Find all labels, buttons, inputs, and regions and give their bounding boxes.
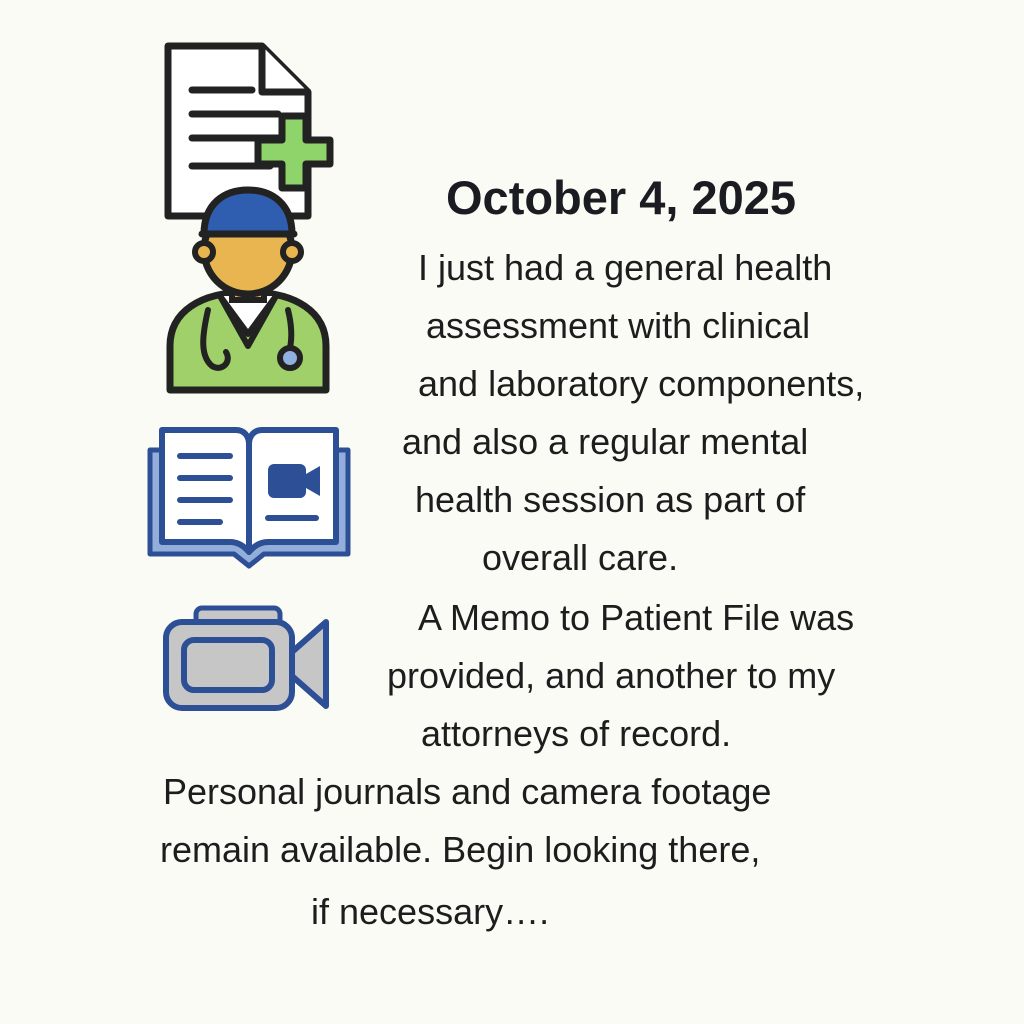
- note-line: health session as part of: [415, 479, 806, 520]
- note-line: assessment with clinical: [426, 305, 811, 346]
- note-line: and also a regular mental: [402, 421, 809, 462]
- note-line: remain available. Begin looking there,: [160, 829, 761, 870]
- note-date: October 4, 2025: [446, 171, 797, 224]
- note-line: I just had a general health: [418, 247, 833, 288]
- note-line: A Memo to Patient File was: [418, 597, 855, 638]
- note-line: overall care.: [482, 537, 679, 578]
- journal-book-icon: [144, 424, 354, 574]
- note-line: attorneys of record.: [421, 713, 732, 754]
- note-line: Personal journals and camera footage: [163, 771, 772, 812]
- note-line: provided, and another to my: [387, 655, 836, 696]
- note-line: if necessary….: [311, 891, 550, 932]
- doctor-icon: [162, 186, 334, 396]
- note-line: and laboratory components,: [418, 363, 865, 404]
- video-camera-icon: [160, 604, 332, 714]
